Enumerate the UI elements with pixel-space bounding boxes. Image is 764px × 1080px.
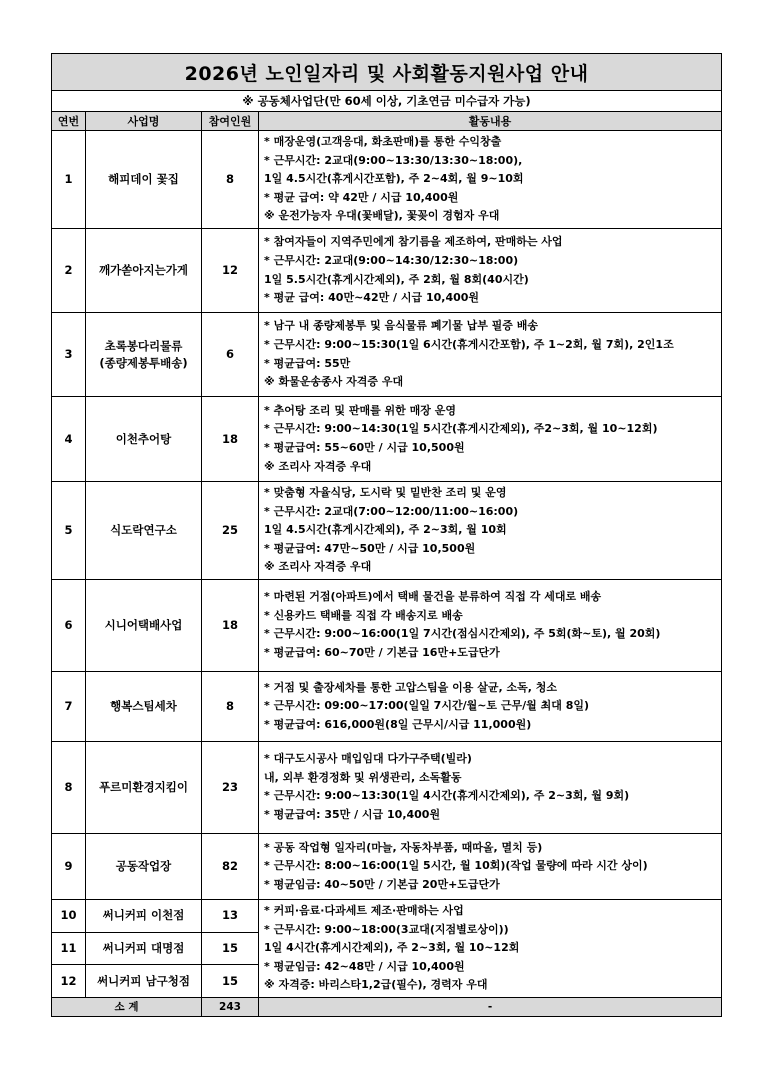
- program-name-line: 식도락연구소: [110, 522, 177, 537]
- program-name: [86, 397, 202, 482]
- activity-line: * 근무시간: 2교대(9:00~14:30/12:30~18:00): [264, 253, 519, 267]
- table-row: [52, 741, 722, 833]
- program-name: 써니커피 남구청점: [86, 965, 202, 998]
- activity-description: [259, 131, 722, 229]
- activity-line: * 근무시간: 9:00~18:00(3교대(지점별로상이)): [264, 922, 509, 936]
- header-activity: 활동내용: [259, 112, 722, 131]
- activity-line: * 공동 작업형 일자리(마늘, 자동차부품, 때따올, 멸치 등): [264, 840, 543, 854]
- activity-line: * 커피·음료·다과세트 제조·판매하는 사업: [264, 903, 464, 917]
- activity-line: * 평균 급여: 약 42만 / 시급 10,400원: [264, 190, 459, 204]
- row-number: 12: [52, 965, 86, 998]
- activity-line: * 맞춤형 자율식당, 도시락 및 밑반찬 조리 및 운영: [264, 486, 507, 499]
- program-name: [86, 833, 202, 899]
- activity-description: [259, 313, 722, 397]
- activity-description: [259, 482, 722, 580]
- participant-count: 6: [202, 313, 259, 397]
- row-number: 1: [52, 131, 86, 229]
- activity-line: * 평균급여: 55~60만 / 시급 10,500원: [264, 441, 465, 454]
- participant-count: 8: [202, 671, 259, 741]
- activity-description: [259, 579, 722, 671]
- program-name-line: 공동작업장: [115, 858, 172, 873]
- activity-line: * 평균급여: 35만 / 시급 10,400원: [264, 808, 441, 822]
- activity-line: * 근무시간: 2교대(9:00~13:30/13:30~18:00),: [264, 153, 523, 167]
- header-row: [52, 112, 722, 131]
- table-row: [52, 397, 722, 482]
- activity-line: 1일 4.5시간(휴게시간포함), 주 2~4회, 월 9~10회: [264, 172, 524, 186]
- total-row: [52, 997, 722, 1016]
- program-name-line: 시니어택배사업: [104, 617, 183, 632]
- activity-line: * 평균임금: 40~50만 / 기본급 20만+도급단가: [264, 877, 500, 891]
- participant-count: 18: [202, 579, 259, 671]
- activity-line: * 거점 및 출장세차를 통한 고압스팀을 이용 살균, 소독, 청소: [264, 680, 557, 694]
- program-name-line: 이천추어탕: [115, 431, 172, 446]
- activity-line: * 근무시간: 9:00~16:00(1일 7시간(점심시간제외), 주 5회(화~토), 월 20회): [264, 627, 661, 641]
- row-number: 5: [52, 482, 86, 580]
- activity-line: 1일 4시간(휴게시간제외), 주 2~3회, 월 10~12회: [264, 941, 520, 955]
- activity-line: * 추어탕 조리 및 판매를 위한 매장 운영: [264, 403, 456, 417]
- row-number: 9: [52, 833, 86, 899]
- activity-description: [259, 229, 722, 313]
- activity-line: * 참여자들이 지역주민에게 참기름을 제조하여, 판매하는 사업: [264, 235, 563, 249]
- activity-line: * 평균급여: 55만: [264, 356, 351, 370]
- participant-count: 8: [202, 131, 259, 229]
- activity-line: * 근무시간: 9:00~14:30(1일 5시간(휴게시간제외), 주2~3회, 월 10~12회): [264, 422, 658, 436]
- row-number: 10: [52, 899, 86, 932]
- activity-description: [259, 899, 722, 997]
- activity-line: * 평균급여: 47만~50만 / 시급 10,500원: [264, 541, 476, 555]
- row-number: 2: [52, 229, 86, 313]
- table-row: [52, 671, 722, 741]
- program-name: [86, 229, 202, 313]
- table-row: [52, 229, 722, 313]
- header-no: 연번: [52, 112, 86, 131]
- activity-line: 1일 5.5시간(휴게시간제외), 주 2회, 월 8회(40시간): [264, 272, 529, 286]
- activity-line: * 남구 내 종량제봉투 및 음식물류 폐기물 납부 필증 배송: [264, 319, 538, 333]
- program-name: [86, 131, 202, 229]
- row-number: 11: [52, 932, 86, 965]
- activity-description: [259, 397, 722, 482]
- activity-description: [259, 741, 722, 833]
- total-label: 소 계: [52, 997, 202, 1016]
- activity-line: ※ 조리사 자격증 우대: [264, 560, 372, 574]
- table-row: [52, 313, 722, 397]
- program-name-line: 행복스팀세차: [110, 698, 177, 713]
- table-row: [52, 482, 722, 580]
- activity-line: * 근무시간: 09:00~17:00(일일 7시간/월~토 근무/월 최대 8일): [264, 699, 590, 713]
- activity-line: ※ 조리사 자격증 우대: [264, 459, 372, 473]
- subtitle: ※ 공동체사업단(만 60세 이상, 기초연금 미수급자 가능): [52, 91, 722, 112]
- activity-description: [259, 671, 722, 741]
- activity-line: * 근무시간: 8:00~16:00(1일 5시간, 월 10회)(작업 물량에 따라 시간 상이): [264, 859, 648, 873]
- program-table: [51, 53, 722, 1017]
- program-name-line: 푸르미환경지킴이: [99, 779, 188, 794]
- program-name: [86, 313, 202, 397]
- header-count: 참여인원: [202, 112, 259, 131]
- program-name: 써니커피 이천점: [86, 899, 202, 932]
- participant-count: 15: [202, 965, 259, 998]
- total-count: 243: [202, 997, 259, 1016]
- page-title: 2026년 노인일자리 및 사회활동지원사업 안내: [52, 54, 722, 91]
- activity-line: * 근무시간: 9:00~15:30(1일 6시간(휴게시간포함), 주 1~2회, 월 7회), 2인1조: [264, 337, 674, 351]
- activity-line: * 평균 급여: 40만~42만 / 시급 10,400원: [264, 291, 480, 305]
- participant-count: 15: [202, 932, 259, 965]
- program-name-line: 초록봉다리물류: [104, 338, 183, 353]
- participant-count: 23: [202, 741, 259, 833]
- activity-line: * 신용카드 택배를 직접 각 배송지로 배송: [264, 608, 463, 622]
- activity-line: 1일 4.5시간(휴게시간제외), 주 2~3회, 월 10회: [264, 523, 507, 537]
- participant-count: 82: [202, 833, 259, 899]
- table-row: [52, 899, 722, 932]
- activity-line: ※ 화물운송종사 자격증 우대: [264, 375, 404, 389]
- row-number: 3: [52, 313, 86, 397]
- activity-line: * 대구도시공사 매입임대 다가구주택(빌라): [264, 752, 472, 766]
- activity-line: * 마련된 거점(아파트)에서 택배 물건을 분류하여 직접 각 세대로 배송: [264, 590, 602, 604]
- header-name: 사업명: [86, 112, 202, 131]
- program-name: 써니커피 대명점: [86, 932, 202, 965]
- row-number: 8: [52, 741, 86, 833]
- participant-count: 13: [202, 899, 259, 932]
- row-number: 7: [52, 671, 86, 741]
- program-name-line: 깨가쏟아지는가게: [99, 263, 188, 277]
- activity-line: * 매장운영(고객응대, 화초판매)를 통한 수익창출: [264, 135, 502, 149]
- program-name: [86, 671, 202, 741]
- activity-description: [259, 833, 722, 899]
- activity-line: ※ 자격증: 바리스타1,2급(필수), 경력자 우대: [264, 978, 488, 992]
- table-row: [52, 579, 722, 671]
- participant-count: 18: [202, 397, 259, 482]
- program-name-line: 해피데이 꽃집: [108, 172, 179, 186]
- program-name: [86, 482, 202, 580]
- row-number: 4: [52, 397, 86, 482]
- activity-line: 내, 외부 환경정화 및 위생관리, 소독활동: [264, 770, 462, 784]
- participant-count: 25: [202, 482, 259, 580]
- program-name: [86, 579, 202, 671]
- table-row: [52, 131, 722, 229]
- activity-line: ※ 운전가능자 우대(꽃배달), 꽃꽂이 경험자 우대: [264, 209, 500, 223]
- program-name-line: (종량제봉투배송): [99, 355, 188, 370]
- table-row: [52, 833, 722, 899]
- activity-line: * 평균급여: 616,000원(8일 근무시/시급 11,000원): [264, 717, 532, 731]
- activity-line: * 평균급여: 60~70만 / 기본급 16만+도급단가: [264, 646, 500, 660]
- program-name: [86, 741, 202, 833]
- activity-line: * 근무시간: 9:00~13:30(1일 4시간(휴게시간제외), 주 2~3회, 월 9회): [264, 789, 630, 803]
- activity-line: * 평균임금: 42~48만 / 시급 10,400원: [264, 959, 465, 973]
- row-number: 6: [52, 579, 86, 671]
- activity-line: * 근무시간: 2교대(7:00~12:00/11:00~16:00): [264, 504, 519, 518]
- total-activity: -: [259, 997, 722, 1016]
- participant-count: 12: [202, 229, 259, 313]
